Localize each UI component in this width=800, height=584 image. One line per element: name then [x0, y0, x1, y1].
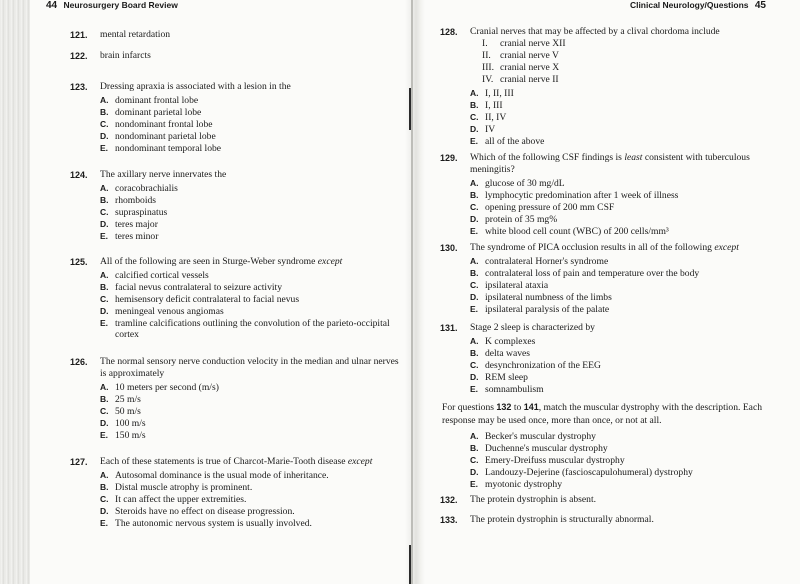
answer-option: D. nondominant parietal lobe	[100, 131, 216, 142]
gutter-fold-line	[411, 0, 413, 584]
answer-option: E. teres minor	[100, 231, 159, 242]
roman-item: III. cranial nerve X	[482, 62, 560, 73]
answer-option: D. ipsilateral numbness of the limbs	[470, 292, 612, 303]
answer-option: A. dominant frontal lobe	[100, 95, 199, 106]
answer-option: A. calcified cortical vessels	[100, 270, 209, 281]
answer-option: A. Becker's muscular dystrophy	[470, 431, 596, 442]
answer-option: D. Landouzy-Dejerine (fascioscapulohumeral) dystrophy	[470, 467, 693, 478]
answer-option: B. Duchenne's muscular dystrophy	[470, 443, 608, 454]
answer-option: B. facial nevus contralateral to seizure activity	[100, 282, 283, 293]
question-number: 126.	[70, 357, 88, 367]
answer-option: A. Autosomal dominance is the usual mode of inheritance.	[100, 470, 329, 481]
answer-option: A. 10 meters per second (m/s)	[100, 382, 219, 393]
question-text: brain infarcts	[100, 50, 151, 61]
answer-option: E. somnambulism	[470, 384, 544, 395]
emphasis-except: except	[317, 256, 343, 267]
answer-option: A. coracobrachialis	[100, 183, 178, 194]
page-gutter	[405, 0, 425, 584]
question-text: Each of these statements is true of Charcot-Marie-Tooth disease except	[100, 456, 373, 467]
question-text: mental retardation	[100, 29, 171, 40]
running-head-right	[630, 0, 770, 11]
answer-option: E. The autonomic nervous system is usually involved.	[100, 518, 312, 529]
answer-option: D. teres major	[100, 219, 158, 230]
answer-option: B. dominant parietal lobe	[100, 107, 202, 118]
question-number: 129.	[440, 153, 458, 163]
question-number: 130.	[440, 243, 458, 253]
answer-option: B. lymphocytic predomination after 1 week of illness	[470, 190, 679, 201]
answer-option: C. It can affect the upper extremities.	[100, 494, 247, 505]
question-text: The normal sensory nerve conduction velocity in the median and ulnar nerves	[100, 356, 399, 367]
question-number: 122.	[70, 51, 88, 61]
answer-option: B. delta waves	[470, 348, 531, 359]
question-text: Dressing apraxia is associated with a lesion in the	[100, 81, 291, 92]
question-text: The protein dystrophin is structurally abnormal.	[470, 514, 654, 525]
answer-option: C. opening pressure of 200 mm CSF	[470, 202, 615, 213]
question-number: 133.	[440, 515, 458, 525]
question-text: Stage 2 sleep is characterized by	[470, 322, 595, 333]
question-number: 124.	[70, 170, 88, 180]
answer-option: D. REM sleep	[470, 372, 528, 383]
answer-option: D. protein of 35 mg%	[470, 214, 558, 225]
answer-option: C. 50 m/s	[100, 406, 141, 417]
gutter-shadow-mark	[409, 545, 411, 584]
answer-option: A. contralateral Horner's syndrome	[470, 256, 609, 267]
question-text: All of the following are seen in Sturge-Weber syndrome except	[100, 256, 343, 267]
question-number: 131.	[440, 323, 458, 333]
answer-option: B. rhomboids	[100, 195, 157, 206]
page-number: 44	[46, 0, 58, 11]
question-text: Cranial nerves that may be affected by a clival chordoma include	[470, 26, 720, 37]
emphasis-except: except	[714, 242, 739, 253]
answer-option: E. myotonic dystrophy	[470, 479, 563, 490]
roman-item: IV. cranial nerve II	[482, 74, 559, 85]
page-number: 45	[754, 0, 766, 11]
instructions-line: response may be used once, more than once, or not at all.	[442, 415, 662, 426]
answer-option: B. 25 m/s	[100, 394, 141, 405]
answer-option: C. desynchronization of the EEG	[470, 360, 601, 371]
answer-option: C. hemisensory deficit contralateral to facial nevus	[100, 294, 300, 305]
answer-option: A. glucose of 30 mg/dL	[470, 178, 565, 189]
book-binding-edge	[0, 0, 30, 584]
question-number: 132.	[440, 495, 458, 505]
answer-option: E. ipsilateral paralysis of the palate	[470, 304, 610, 315]
question-text-continuation: is approximately	[100, 368, 165, 379]
question-text: The protein dystrophin is absent.	[470, 494, 597, 505]
emphasis-least: least	[624, 152, 643, 163]
answer-option: C. ipsilateral ataxia	[470, 280, 549, 291]
question-number: 125.	[70, 257, 88, 267]
answer-option: C. supraspinatus	[100, 207, 168, 218]
question-text: Which of the following CSF findings is least consistent with tuberculous	[470, 152, 750, 163]
answer-option: B. I, III	[470, 100, 503, 111]
matching-instructions	[442, 401, 772, 427]
answer-option: D. IV	[470, 124, 496, 135]
question-text: The axillary nerve innervates the	[100, 169, 227, 180]
answer-option: D. Steroids have no effect on disease progression.	[100, 506, 295, 517]
answer-option: D. 100 m/s	[100, 418, 146, 429]
question-number: 121.	[70, 30, 88, 40]
question-number: 127.	[70, 457, 88, 467]
answer-option: C. nondominant frontal lobe	[100, 119, 213, 130]
answer-option: A. K complexes	[470, 336, 536, 347]
gutter-shadow-mark	[409, 88, 411, 130]
roman-item: II. cranial nerve V	[482, 50, 559, 61]
emphasis-except: except	[347, 456, 373, 467]
answer-option: C. Emery-Dreifuss muscular dystrophy	[470, 455, 625, 466]
answer-option: E. nondominant temporal lobe	[100, 143, 222, 154]
chapter-title: Clinical Neurology/Questions	[629, 0, 749, 10]
question-text-continuation: meningitis?	[470, 164, 515, 175]
answer-option: A. I, II, III	[470, 88, 514, 99]
answer-option: D. meningeal venous angiomas	[100, 306, 224, 317]
instructions-line: For questions 132 to 141, match the muscular dystrophy with the description. Each	[442, 402, 762, 413]
answer-option: B. contralateral loss of pain and temperature over the body	[470, 268, 700, 279]
answer-option: E. tramline calcifications outlining the convolution of the parieto-occipital	[100, 318, 390, 329]
answer-option: E. all of the above	[470, 136, 545, 147]
running-head-left	[42, 0, 178, 11]
answer-option: E. white blood cell count (WBC) of 200 cells/mm³	[470, 226, 669, 237]
roman-item: I. cranial nerve XII	[482, 38, 566, 49]
book-title: Neurosurgery Board Review	[63, 0, 178, 10]
question-text: The syndrome of PICA occlusion results in all of the following except	[470, 242, 739, 253]
answer-option: C. II, IV	[470, 112, 507, 123]
answer-option-continuation: cortex	[115, 329, 139, 340]
answer-option: B. Distal muscle atrophy is prominent.	[100, 482, 253, 493]
question-number: 123.	[70, 82, 88, 92]
answer-option: E. 150 m/s	[100, 430, 146, 441]
question-number: 128.	[440, 27, 458, 37]
